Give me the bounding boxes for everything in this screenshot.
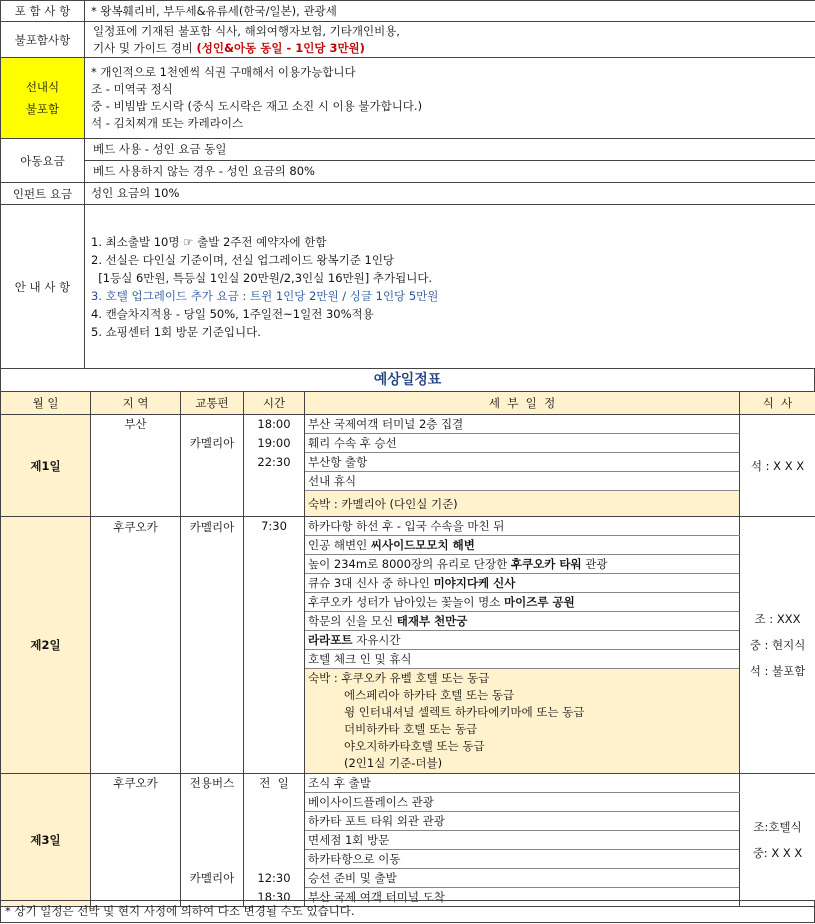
- stay-line: 야오지하카타호텔 또는 동급: [344, 739, 485, 753]
- stay-line: (2인1실 기준-더블): [344, 756, 443, 770]
- item-cell: 면세점 1회 방문: [305, 831, 740, 850]
- excluded-line2: 기사 및 가이드 경비: [93, 40, 193, 55]
- time-cell: [244, 831, 305, 850]
- day3-meal: [740, 774, 815, 907]
- day2-meal: [740, 517, 815, 774]
- onboard-meal-label: [1, 58, 85, 139]
- transport-cell: 카멜리아: [181, 869, 244, 888]
- item-cell: 부산 국제 여객 터미널 도착: [305, 888, 740, 907]
- time-cell: 전 일: [244, 774, 305, 793]
- onboard-line: 석 - 김치찌개 또는 카레라이스: [91, 116, 244, 130]
- time-cell: [244, 472, 305, 491]
- day2-meal-dinner: 석 : 불포함: [749, 664, 806, 678]
- table-row: [1, 793, 815, 812]
- item-cell: 승선 준비 및 출발: [305, 869, 740, 888]
- table-row: [1, 774, 815, 793]
- onboard-label-line1: 선내식: [25, 80, 60, 94]
- region-cell: [91, 472, 181, 491]
- time-cell: 19:00: [244, 434, 305, 453]
- region-cell: [91, 491, 181, 517]
- onboard-line: * 개인적으로 1천엔씩 식권 구매해서 이용가능합니다: [91, 65, 356, 79]
- region-cell: [91, 434, 181, 453]
- transport-cell: [181, 831, 244, 850]
- table-row: [1, 472, 815, 491]
- info-table: [0, 0, 815, 369]
- time-cell: [244, 850, 305, 869]
- header-detail: 세 부 일 정: [305, 392, 740, 415]
- item-cell: 높이 234m로 8000장의 유리로 단장한 후쿠오카 타워 관광: [305, 555, 740, 574]
- footer-note: * 상기 일정은 선박 및 현지 사정에 의하여 다소 변경될 수도 있습니다.: [0, 900, 815, 923]
- transport-cell: [181, 812, 244, 831]
- stay-cell: 숙박 : 카멜리아 (다인실 기준): [305, 491, 740, 517]
- notice-line: [1등실 6만원, 특등실 1인실 20만원/2,3인실 16만원] 추가됩니다.: [91, 270, 433, 285]
- region-cell: [91, 850, 181, 869]
- item-cell: 인공 해변인 씨사이드모모치 해변: [305, 536, 740, 555]
- table-row: [1, 491, 815, 517]
- item-cell: 후쿠오카 성터가 남아있는 꽃놀이 명소 마이즈루 공원: [305, 593, 740, 612]
- day3-meal-lunch: 중: X X X: [752, 846, 803, 860]
- item-cell: 선내 휴식: [305, 472, 740, 491]
- time-cell: 22:30: [244, 453, 305, 472]
- item-cell: 하카타항으로 이동: [305, 850, 740, 869]
- stay-cell: [305, 669, 740, 774]
- table-row: [1, 831, 815, 850]
- day2-region: 후쿠오카: [91, 517, 181, 774]
- item-cell: 부산 국제여객 터미널 2층 집결: [305, 415, 740, 434]
- notice-line: 1. 최소출발 10명 ☞ 출발 2주전 예약자에 한함: [91, 234, 327, 249]
- onboard-meal-value: [85, 58, 815, 139]
- notice-line: 2. 선실은 다인실 기준이며, 선실 업그레이드 왕복기준 1인당: [91, 252, 395, 267]
- item-cell: 부산항 출항: [305, 453, 740, 472]
- child-fare-label: 아동요금: [1, 139, 85, 183]
- table-row: [1, 850, 815, 869]
- table-row: [1, 415, 815, 434]
- item-cell: 훼리 수속 후 승선: [305, 434, 740, 453]
- day1-label: 제1일: [1, 415, 91, 517]
- included-value: * 왕복훼리비, 부두세&유류세(한국/일본), 관광세: [85, 1, 815, 22]
- day2-meal-breakfast: 조 : XXX: [754, 612, 801, 626]
- header-meal: 식 사: [740, 392, 815, 415]
- day2-label: 제2일: [1, 517, 91, 774]
- time-cell: [244, 491, 305, 517]
- table-row: [1, 812, 815, 831]
- time-cell: 18:30: [244, 888, 305, 907]
- table-row: [1, 869, 815, 888]
- day3-label: 제3일: [1, 774, 91, 907]
- schedule-table: [0, 391, 815, 907]
- region-cell: [91, 869, 181, 888]
- schedule-title: 예상일정표: [0, 369, 815, 391]
- time-cell: 18:00: [244, 415, 305, 434]
- notice-line: 3. 호텔 업그레이드 추가 요금 : 트윈 1인당 2만원 / 싱글 1인당 5만원: [91, 288, 439, 303]
- day1-meal: 석 : X X X: [740, 415, 815, 517]
- included-label: 포 함 사 항: [1, 1, 85, 22]
- infant-fare-value: 성인 요금의 10%: [85, 183, 815, 205]
- time-cell: [244, 812, 305, 831]
- transport-cell: 전용버스: [181, 774, 244, 793]
- time-cell: 12:30: [244, 869, 305, 888]
- item-cell: 큐슈 3대 신사 중 하나인 미야지다케 신사: [305, 574, 740, 593]
- item-cell: 학문의 신을 모신 태재부 천만궁: [305, 612, 740, 631]
- region-cell: [91, 831, 181, 850]
- stay-line: 에스페리아 하카타 호텔 또는 동급: [344, 688, 515, 702]
- day2-meal-lunch: 중 : 현지식: [749, 638, 806, 652]
- child-fare-line1: 베드 사용 - 성인 요금 동일: [85, 139, 815, 161]
- transport-cell: [181, 453, 244, 472]
- day3-meal-breakfast: 조:호텔식: [753, 820, 802, 834]
- notice-line: 5. 쇼핑센터 1회 방문 기준입니다.: [91, 324, 261, 339]
- item-cell: 베이사이드플레이스 관광: [305, 793, 740, 812]
- table-row: [1, 434, 815, 453]
- onboard-line: 중 - 비빔밥 도시락 (중식 도시락은 재고 소진 시 이용 불가합니다.): [91, 99, 423, 113]
- table-row: [1, 453, 815, 472]
- infant-fare-label: 인펀트 요금: [1, 183, 85, 205]
- region-cell: [91, 812, 181, 831]
- schedule-header-row: [1, 392, 815, 415]
- onboard-label-line2: 불포함: [25, 102, 60, 116]
- transport-cell: [181, 793, 244, 812]
- item-cell: 하카다항 하선 후 - 입국 수속을 마친 뒤: [305, 517, 740, 536]
- excluded-value: [85, 22, 815, 58]
- transport-cell: [181, 491, 244, 517]
- notice-value: [85, 205, 815, 369]
- header-region: 지 역: [91, 392, 181, 415]
- header-time: 시간: [244, 392, 305, 415]
- stay-line: 더비하카타 호텔 또는 동급: [344, 722, 478, 736]
- excluded-line1: 일정표에 기재된 불포함 식사, 해외여행자보험, 기타개인비용,: [93, 23, 400, 38]
- stay-line: 숙박 : 후쿠오카 유벨 호텔 또는 동급: [308, 671, 490, 685]
- region-cell: 부산: [91, 415, 181, 434]
- notice-label: 안 내 사 항: [1, 205, 85, 369]
- onboard-line: 조 - 미역국 정식: [91, 82, 173, 96]
- transport-cell: 카멜리아: [181, 434, 244, 453]
- header-transport: 교통편: [181, 392, 244, 415]
- item-cell: 라라포트 자유시간: [305, 631, 740, 650]
- item-cell: 조식 후 출발: [305, 774, 740, 793]
- transport-cell: [181, 415, 244, 434]
- region-cell: 후쿠오카: [91, 774, 181, 793]
- region-cell: [91, 793, 181, 812]
- header-day: 월 일: [1, 392, 91, 415]
- item-cell: 하카타 포트 타워 외관 관광: [305, 812, 740, 831]
- item-cell: 호텔 체크 인 및 휴식: [305, 650, 740, 669]
- table-row: [1, 517, 815, 536]
- day2-transport: 카멜리아: [181, 517, 244, 774]
- transport-cell: [181, 850, 244, 869]
- excluded-label: 불포함사항: [1, 22, 85, 58]
- stay-line: 윙 인터내셔널 셀렉트 하카타에키마에 또는 동급: [344, 705, 585, 719]
- child-fare-line2: 베드 사용하지 않는 경우 - 성인 요금의 80%: [85, 161, 815, 183]
- excluded-red-note: (성인&아동 동일 - 1인당 3만원): [196, 40, 365, 55]
- day2-time: 7:30: [244, 517, 305, 774]
- notice-line: 4. 캔슬차지적용 - 당일 50%, 1주일전~1일전 30%적용: [91, 306, 374, 321]
- transport-cell: [181, 472, 244, 491]
- time-cell: [244, 793, 305, 812]
- region-cell: [91, 453, 181, 472]
